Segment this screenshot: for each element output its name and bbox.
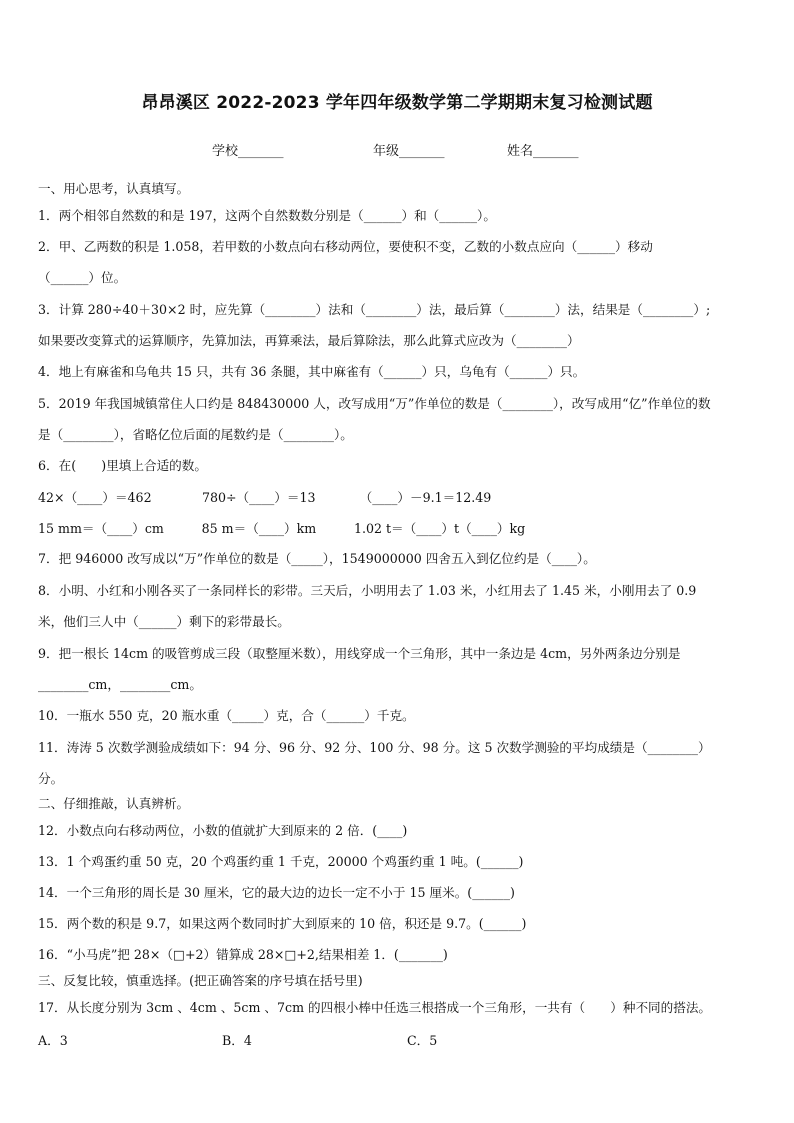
- question-10: 10．一瓶水 550 克，20 瓶水重（_____）克，合（______）千克。: [38, 708, 415, 723]
- question-2: 2．甲、乙两数的积是 1.058，若甲数的小数点向右移动两位，要使积不变，乙数的小数点应向（______）移动: [38, 239, 653, 254]
- question-3: 3．计算 280÷40＋30×2 时，应先算（________）法和（________）法，最后算（________）法，结果是（________）;: [38, 302, 711, 317]
- option-c: C．5: [407, 1033, 438, 1048]
- section-heading-1: 一、用心思考，认真填写。: [38, 181, 190, 196]
- question-2-cont: （______）位。: [38, 270, 127, 285]
- option-a: A．3: [38, 1033, 68, 1048]
- section-heading-3: 三、反复比较，慎重选择。(把正确答案的序号填在括号里): [38, 973, 363, 988]
- question-1: 1．两个相邻自然数的和是 197，这两个自然数数分别是（______）和（______）。: [38, 208, 496, 223]
- section-heading-2: 二、仔细推敲，认真辨析。: [38, 796, 190, 811]
- name-field: 姓名_______: [507, 144, 579, 159]
- question-12: 12．小数点向右移动两位，小数的值就扩大到原来的 2 倍．(____): [38, 823, 408, 838]
- question-17: 17．从长度分别为 3cm 、4cm 、5cm 、7cm 的四根小棒中任选三根搭成一个三角形，一共有（ ）种不同的搭法。: [38, 1000, 712, 1015]
- question-11: 11．涛涛 5 次数学测验成绩如下：94 分、96 分、92 分、100 分、98 分。这 5 次数学测验的平均成绩是（________）: [38, 740, 711, 755]
- question-9-cont: ________cm，________cm。: [38, 677, 202, 692]
- question-5: 5．2019 年我国城镇常住人口约是 848430000 人，改写成用“万”作单位的数是（________），改写成用“亿”作单位的数: [38, 396, 711, 411]
- question-9: 9．把一根长 14cm 的吸管剪成三段（取整厘米数），用线穿成一个三角形，其中一条边是 4cm，另外两条边分别是: [38, 646, 681, 661]
- question-4: 4．地上有麻雀和乌龟共 15 只，共有 36 条腿，其中麻雀有（______）只，乌龟有（______）只。: [38, 364, 586, 379]
- school-field: 学校_______: [212, 144, 284, 159]
- option-b: B．4: [222, 1033, 252, 1048]
- question-16: 16．“小马虎”把 28×（□+2）错算成 28×□+2,结果相差 1．(_______): [38, 947, 448, 962]
- question-13: 13．1 个鸡蛋约重 50 克，20 个鸡蛋约重 1 千克，20000 个鸡蛋约重 1 吨。(______): [38, 854, 524, 869]
- question-11-cont: 分。: [38, 771, 64, 786]
- grade-field: 年级_______: [373, 144, 445, 159]
- question-5-cont: 是（________），省略亿位后面的尾数约是（________）。: [38, 427, 353, 442]
- question-8: 8．小明、小红和小刚各买了一条同样长的彩带。三天后，小明用去了 1.03 米，小红用去了 1.45 米，小刚用去了 0.9: [38, 583, 697, 598]
- question-6-row-1: 42×（____）＝462 780÷（____）＝13 （____）－9.1＝12.49: [38, 490, 492, 505]
- question-6-row-2: 15 mm＝（____）cm 85 m＝（____）km 1.02 t＝（____）t（____）kg: [38, 521, 526, 536]
- question-14: 14．一个三角形的周长是 30 厘米，它的最大边的边长一定不小于 15 厘米。(______): [38, 885, 515, 900]
- page-title: 昂昂溪区 2022-2023 学年四年级数学第二学期期末复习检测试题: [141, 93, 653, 113]
- question-15: 15．两个数的积是 9.7，如果这两个数同时扩大到原来的 10 倍，积还是 9.7。(______): [38, 916, 527, 931]
- question-7: 7．把 946000 改写成以“万”作单位的数是（_____），1549000000 四舍五入到亿位约是（____）。: [38, 551, 596, 566]
- question-6: 6．在( )里填上合适的数。: [38, 458, 207, 473]
- question-8-cont: 米，他们三人中（______）剩下的彩带最长。: [38, 614, 290, 629]
- question-3-cont: 如果要改变算式的运算顺序，先算加法，再算乘法，最后算除法，那么此算式应改为（________）: [38, 333, 580, 348]
